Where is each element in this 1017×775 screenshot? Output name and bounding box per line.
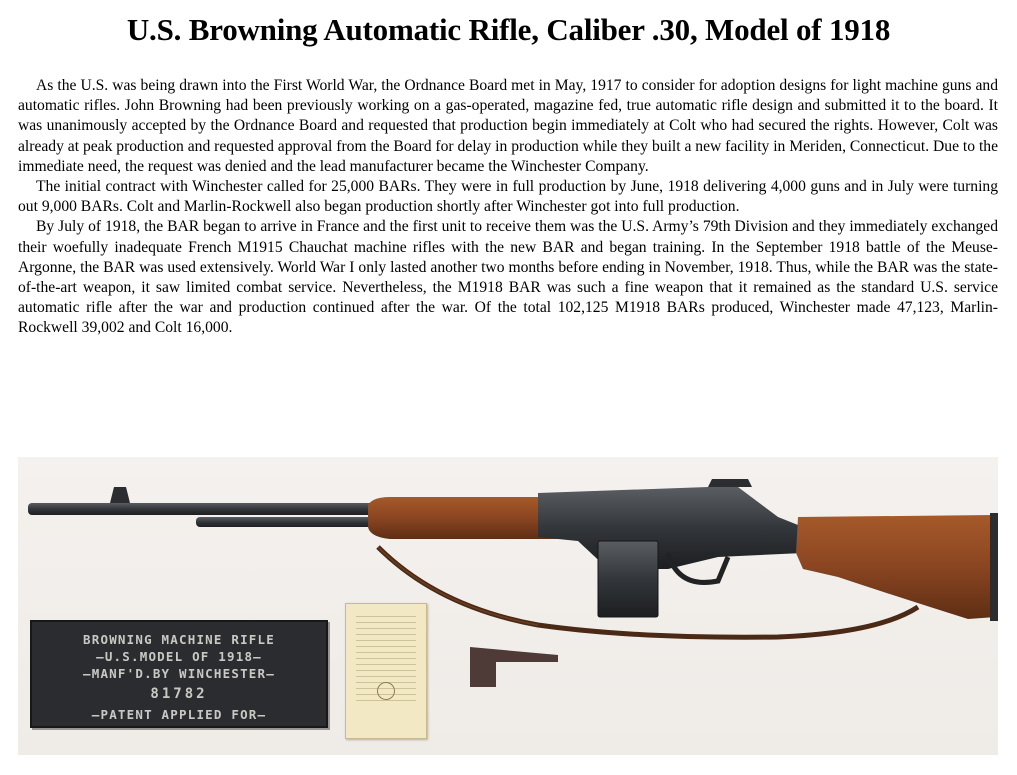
magazine <box>598 541 658 617</box>
butt-plate <box>990 513 998 621</box>
manual-booklet <box>345 603 427 739</box>
wrench-tool <box>470 647 558 687</box>
plate-line-2: — U.S.MODEL OF 1918 — <box>32 649 326 664</box>
barrel <box>28 503 408 515</box>
buttstock <box>796 515 996 619</box>
rear-sight <box>708 479 752 487</box>
plate-line-1: BROWNING MACHINE RIFLE <box>83 632 275 647</box>
page-title: U.S. Browning Automatic Rifle, Caliber .30, Model of 1918 <box>126 12 891 47</box>
plate-serial-number: 81782 <box>150 686 208 702</box>
front-sight <box>110 487 130 503</box>
article-body <box>18 76 998 339</box>
paragraph-3: By July of 1918, the BAR began to arrive in France and the first unit to receive them was the U.S. Army’s 79th Division and they immediately exchanged their woefully inadequate French M1915 Chauchat machine rifles with the new BAR and began training. In the September 1918 battle of the Meuse-Argonne, the BAR was used extensively. World War I only lasted another two months before ending in November, 1918. Thus, while the BAR was the state-of-the-art weapon, it saw limited combat service. Nevertheless, the M1918 BAR was such a fine weapon that it remained as the standard U.S. service automatic rifle after the war and production continued after the war. Of the total 102,125 M1918 BARs produced, Winchester made 47,123, Marlin-Rockwell 39,002 and Colt 16,000. <box>18 218 998 337</box>
rifle-photo <box>18 457 998 755</box>
plate-line-3: — MANF'D.BY WINCHESTER — <box>32 666 326 681</box>
paragraph-2: The initial contract with Winchester called for 25,000 BARs. They were in full production by June, 1918 delivering 4,000 guns and in July were turning out 9,000 BARs. Colt and Marlin-Rockwell also began production shortly after Winchester got into full production. <box>18 178 998 216</box>
paragraph-1: As the U.S. was being drawn into the First World War, the Ordnance Board met in May, 1917 to consider for adoption designs for light machine guns and automatic rifles. John Browning had been previously working on a gas-operated, magazine fed, true automatic rifle design and submitted it to the board. It was unanimously accepted by the Ordnance Board and requested that production begin immediately at Colt who had secured the rights. However, Colt was already at peak production and requested approval from the Board for delay in production while they built a new facility in Meriden, Connecticut. Due to the immediate need, the request was denied and the lead manufacturer became the Winchester Company. <box>18 77 998 175</box>
booklet-seal-icon <box>377 682 395 700</box>
manufacturer-plate <box>30 620 328 728</box>
plate-line-5: — PATENT APPLIED FOR — <box>32 707 326 722</box>
